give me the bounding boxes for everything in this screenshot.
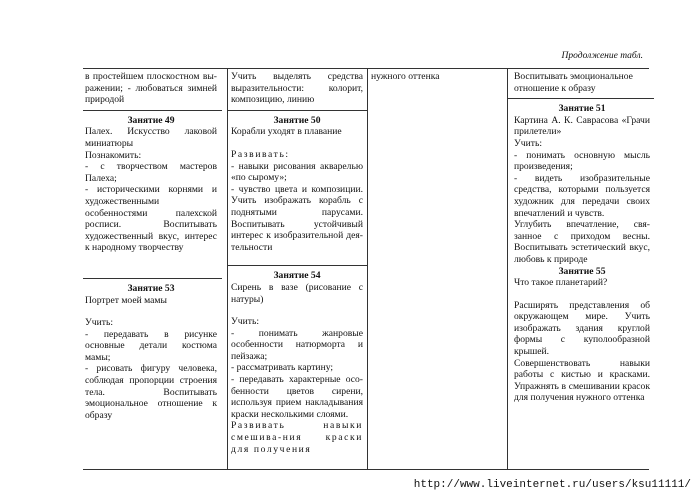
lesson-title-55: Занятие 55 (558, 265, 606, 277)
cell-text: - понимать жанровые особенности натюрморта и пейзажа; (231, 327, 363, 362)
spacer (514, 289, 650, 300)
cell-text: Сирень в вазе (рисование с натуры) (231, 281, 363, 305)
cell-text: Учить выделять средства выразительности: колорит, композицию, линию (231, 71, 363, 106)
cell-text: Развивать: (231, 148, 290, 160)
row-divider (83, 110, 222, 111)
cell-text: Совершенствовать навыки работы с кистью и красками. Упражнять в смешивании красок для получения нужного оттенка (514, 357, 650, 404)
table-column-4 (507, 69, 654, 469)
cell-text: Корабли уходят в плавание (231, 126, 342, 138)
row-divider (508, 98, 654, 99)
cell-text: Учить: (514, 137, 542, 149)
row-divider (83, 278, 222, 279)
cell-text: Углубить впечатление, свя-занное с приходом весны. Воспитывать эстетический вкус, любовь к природе (514, 219, 650, 265)
cell-text: Палех. Искусство лаковой миниатюры (85, 126, 217, 149)
cell-text: - историческими корнями и художественными особенностями палехской росписи. Воспитывать художественный вкус, интерес к народному творчеству (85, 184, 217, 254)
cell-text: Расширять представления об окружающем мире. Учить изображать здания круглой формы с куполообразной крышей. (514, 299, 650, 358)
cell-text: нужного оттенка (371, 71, 440, 82)
row-divider (228, 265, 368, 266)
continuation-label: Продолжение табл. (561, 51, 643, 61)
spacer (85, 306, 217, 317)
cell-text: Учить: (231, 316, 259, 328)
cell-text: Воспитывать эмоциональное отношение к образу (514, 71, 633, 94)
cell-text: Учить: (85, 317, 113, 329)
lesson-title-49: Занятие 49 (127, 114, 175, 126)
table-column-2 (227, 69, 368, 469)
spacer (231, 138, 363, 149)
cell-text: - понимать основную мысль произведения; (514, 149, 650, 173)
cell-text: - передавать характерные осо-бенности цветов сирени, используя прием накладывания краски несколькими слоями. (231, 374, 363, 420)
cell-text: - передавать в рисунке основные детали костюма мамы; (85, 328, 217, 363)
cell-text: Развивать навыки смешива-ния краски для получения (231, 420, 363, 455)
cell-text: в простейшем плоскостном вы-ражении; - любоваться зимней природой (85, 71, 217, 106)
lesson-title-50: Занятие 50 (273, 114, 321, 126)
cell-text: - с творчеством мастеров Палеха; (85, 161, 217, 184)
lesson-table (83, 68, 649, 470)
cell-text: Познакомить: (85, 149, 142, 161)
source-url-watermark: http://www.liveinternet.ru/users/ksu11111/ (413, 479, 691, 491)
cell-text: - видеть изобразительные средства, которыми пользуется художник для передачи своих впечатлений и чувств. (514, 172, 650, 219)
cell-text: - рисовать фигуру человека, соблюдая пропорции строения тела. Воспитывать эмоциональное отношение к образу (85, 363, 217, 421)
lesson-title-53: Занятие 53 (127, 282, 175, 294)
lesson-title-54: Занятие 54 (273, 270, 321, 282)
table-column-3 (367, 69, 507, 469)
cell-text: Что такое планетарий? (514, 277, 608, 289)
spacer (231, 305, 363, 316)
cell-text: Портрет моей мамы (85, 294, 167, 306)
cell-text: - рассматривать картину; (231, 362, 334, 374)
row-divider (228, 110, 368, 111)
cell-text: Картина А. К. Саврасова «Грачи прилетели» (514, 114, 650, 138)
cell-text: - чувство цвета и композиции. Учить изображать корабль с поднятыми парусами. Воспитывать устойчивый интерес к изобразительной дея-тельности (231, 183, 363, 253)
lesson-title-51: Занятие 51 (558, 103, 606, 115)
table-column-1 (83, 69, 222, 469)
cell-text: - навыки рисования акварелью «по сырому»; (231, 160, 363, 184)
